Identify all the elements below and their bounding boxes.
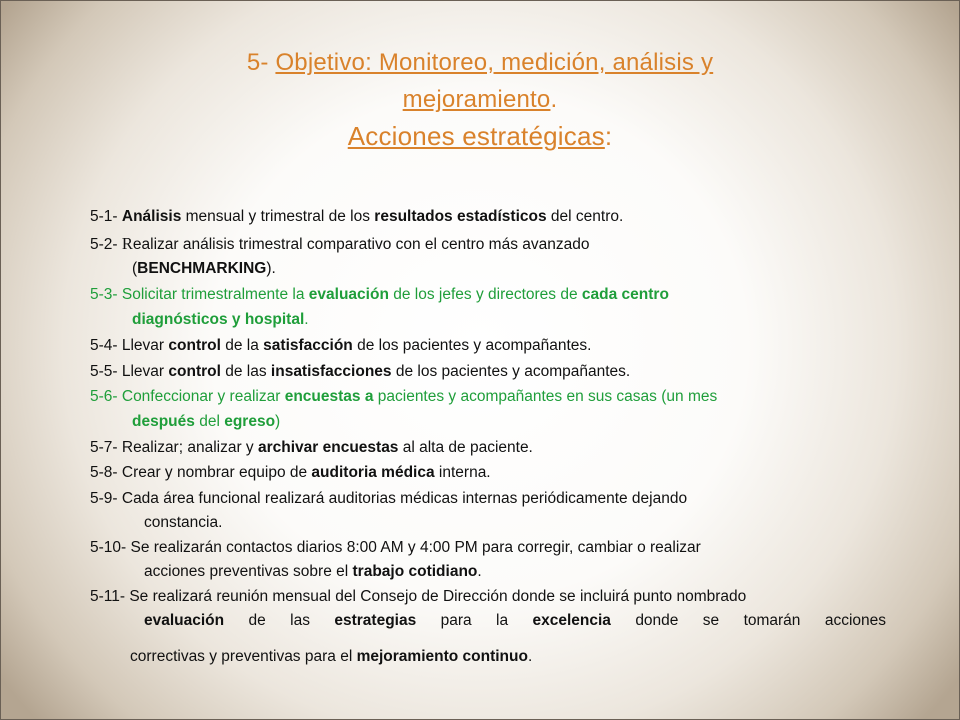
item-text: 5-9- Cada área funcional realizará auditorias médicas internas periódicamente dejando bbox=[90, 490, 688, 507]
item-5-6-cont bbox=[132, 413, 280, 431]
item-bold: diagnósticos y hospital bbox=[132, 311, 305, 328]
item-5-10 bbox=[90, 539, 701, 557]
title-objective-cont: mejoramiento bbox=[402, 86, 551, 113]
title-line-3 bbox=[100, 118, 860, 155]
item-5-7 bbox=[90, 439, 533, 457]
item-bold: egreso bbox=[224, 413, 276, 430]
item-bold: evaluación bbox=[308, 286, 389, 303]
item-text: R bbox=[121, 234, 133, 253]
title-colon: : bbox=[604, 121, 613, 151]
title-objective: Objetivo: Monitoreo, medición, análisis y bbox=[275, 49, 714, 76]
item-5-11-cont2 bbox=[130, 648, 532, 666]
item-text: . bbox=[477, 563, 482, 580]
item-text: 5-5- Llevar bbox=[90, 363, 169, 380]
item-text: ealizar análisis trimestral comparativo con el centro más avanzado bbox=[132, 236, 590, 253]
item-text: 5-11- Se realizará reunión mensual del Consejo de Dirección donde se incluirá punto nombrado bbox=[90, 588, 747, 605]
item-5-10-cont bbox=[144, 563, 482, 581]
item-text: ) bbox=[275, 413, 281, 430]
item-5-5 bbox=[90, 363, 630, 381]
item-text: constancia. bbox=[144, 514, 223, 531]
item-bold: evaluación bbox=[144, 612, 225, 629]
item-text: 5-7- Realizar; analizar y bbox=[90, 439, 258, 456]
item-5-3-cont bbox=[132, 311, 309, 329]
item-text: de las bbox=[220, 363, 271, 380]
item-5-9-cont bbox=[144, 514, 222, 532]
item-text: de la bbox=[220, 337, 264, 354]
title-number: 5- bbox=[246, 49, 276, 76]
item-text: ( bbox=[132, 260, 138, 277]
item-bold: satisfacción bbox=[263, 337, 353, 354]
item-5-2-cont bbox=[132, 260, 276, 278]
item-5-3 bbox=[90, 286, 669, 304]
item-text: de los pacientes y acompañantes. bbox=[352, 337, 592, 354]
item-text: . bbox=[304, 311, 309, 328]
item-5-11-cont bbox=[144, 612, 886, 630]
item-bold: trabajo cotidiano bbox=[352, 563, 478, 580]
item-text: 5-10- Se realizarán contactos diarios 8:00 AM y 4:00 PM para corregir, cambiar o realizar bbox=[90, 539, 701, 556]
item-text: donde se tomarán acciones bbox=[610, 612, 886, 629]
item-bold: cada centro bbox=[581, 286, 669, 303]
item-text: del bbox=[194, 413, 225, 430]
item-text: 5-8- Crear y nombrar equipo de bbox=[90, 464, 312, 481]
item-text: de las bbox=[224, 612, 335, 629]
item-bold: excelencia bbox=[532, 612, 611, 629]
item-text: 5-2- bbox=[90, 236, 122, 253]
item-text: correctivas y preventivas para el bbox=[130, 648, 357, 665]
item-bold: mejoramiento continuo bbox=[356, 648, 528, 665]
slide-title bbox=[100, 44, 860, 155]
item-5-8 bbox=[90, 464, 491, 482]
item-bold: estrategias bbox=[334, 612, 417, 629]
item-text: del centro. bbox=[546, 208, 624, 225]
item-text: acciones preventivas sobre el bbox=[144, 563, 353, 580]
item-text: ). bbox=[266, 260, 276, 277]
item-bold: BENCHMARKING bbox=[137, 260, 267, 277]
item-bold: control bbox=[168, 363, 221, 380]
title-line-2 bbox=[100, 81, 860, 118]
title-line-1 bbox=[100, 44, 860, 81]
item-bold: control bbox=[168, 337, 221, 354]
title-actions: Acciones estratégicas bbox=[347, 121, 605, 151]
item-text: 5-3- Solicitar trimestralmente la bbox=[90, 286, 309, 303]
item-bold: Análisis bbox=[121, 208, 182, 225]
item-text: 5-1- bbox=[90, 208, 122, 225]
item-5-1 bbox=[90, 208, 623, 226]
item-5-4 bbox=[90, 337, 591, 355]
item-5-11 bbox=[90, 588, 746, 606]
item-text: pacientes y acompañantes en sus casas (un mes bbox=[373, 388, 718, 405]
item-bold: archivar encuestas bbox=[257, 439, 399, 456]
item-bold: resultados estadísticos bbox=[374, 208, 547, 225]
item-text: . bbox=[527, 648, 533, 665]
item-bold: insatisfacciones bbox=[270, 363, 392, 380]
item-text: 5-6- Confeccionar y realizar bbox=[90, 388, 285, 405]
item-5-2 bbox=[90, 234, 589, 254]
item-text: mensual y trimestral de los bbox=[181, 208, 375, 225]
item-text: de los jefes y directores de bbox=[388, 286, 582, 303]
item-bold: encuestas a bbox=[284, 388, 374, 405]
title-period: . bbox=[550, 86, 558, 113]
item-5-9 bbox=[90, 490, 687, 508]
item-bold: auditoria médica bbox=[311, 464, 435, 481]
item-text: al alta de paciente. bbox=[398, 439, 533, 456]
item-bold: después bbox=[132, 413, 195, 430]
item-5-6 bbox=[90, 388, 717, 406]
item-text: para la bbox=[416, 612, 533, 629]
item-text: 5-4- Llevar bbox=[90, 337, 169, 354]
item-text: interna. bbox=[434, 464, 491, 481]
item-text: de los pacientes y acompañantes. bbox=[391, 363, 631, 380]
